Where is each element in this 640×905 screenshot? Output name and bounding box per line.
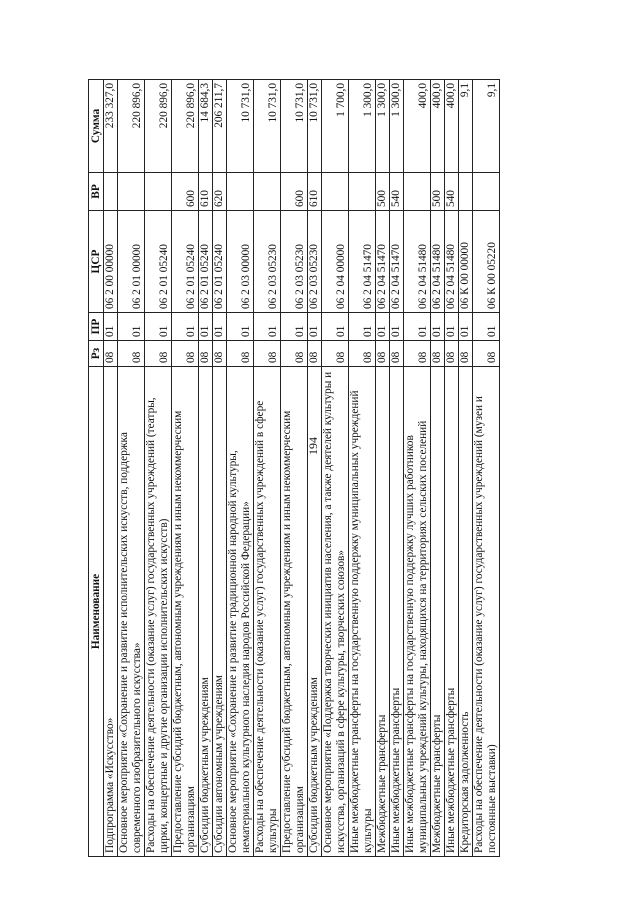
sum-cell: 10 731,0: [281, 80, 308, 173]
table-row: [308, 80, 322, 857]
vr-cell: [404, 173, 431, 211]
header-sum: Сумма: [89, 80, 104, 173]
vr-cell: [145, 173, 172, 211]
csr-cell: 06 2 00 00000: [104, 211, 118, 313]
rz-cell: 08: [281, 341, 308, 367]
pr-cell: 01: [213, 313, 227, 341]
vr-cell: 500: [431, 173, 445, 211]
rz-cell: 08: [404, 341, 431, 367]
pr-cell: 01: [104, 313, 118, 341]
pr-cell: 01: [254, 313, 281, 341]
pr-cell: 01: [322, 313, 349, 341]
sum-cell: 206 211,7: [213, 80, 227, 173]
name-cell: Субсидии бюджетным учреждениям: [199, 367, 213, 857]
csr-cell: 06 2 03 05230: [308, 211, 322, 313]
name-cell: Иные межбюджетные трансферты на государственную поддержку лучших работников муниципальных учреждений культуры, находящихся на территориях сельских поселений: [404, 367, 431, 857]
rz-cell: 08: [473, 341, 500, 367]
table-row: [349, 80, 376, 857]
rz-cell: 08: [349, 341, 376, 367]
csr-cell: 06 2 01 05240: [213, 211, 227, 313]
vr-cell: [322, 173, 349, 211]
name-cell: Субсидии бюджетным учреждениям: [308, 367, 322, 857]
vr-cell: 540: [445, 173, 459, 211]
table-row: [145, 80, 172, 857]
csr-cell: 06 2 03 05230: [281, 211, 308, 313]
table-row: [390, 80, 404, 857]
table-row: [227, 80, 254, 857]
sum-cell: 220 896,0: [145, 80, 172, 173]
rz-cell: 08: [376, 341, 390, 367]
sum-cell: 10 731,0: [227, 80, 254, 173]
name-cell: Предоставление субсидий бюджетным, автономным учреждениям и иным некоммерческим организациям: [172, 367, 199, 857]
vr-cell: [118, 173, 145, 211]
rz-cell: 08: [172, 341, 199, 367]
sum-cell: 14 684,3: [199, 80, 213, 173]
vr-cell: 500: [376, 173, 390, 211]
vr-cell: 600: [172, 173, 199, 211]
table-row: [473, 80, 500, 857]
name-cell: Расходы на обеспечение деятельности (оказание услуг) государственных учреждений (музеи и постоянные выставки): [473, 367, 500, 857]
table-row: [431, 80, 445, 857]
rz-cell: 08: [459, 341, 473, 367]
csr-cell: 06 2 01 00000: [118, 211, 145, 313]
sum-cell: 1 300,0: [390, 80, 404, 173]
header-csr: ЦСР: [89, 211, 104, 313]
rotated-page-content: [88, 80, 608, 857]
name-cell: Иные межбюджетные трансферты: [390, 367, 404, 857]
pr-cell: 01: [431, 313, 445, 341]
name-cell: Иные межбюджетные трансферты на государственную поддержку муниципальных учреждений культуры: [349, 367, 376, 857]
vr-cell: [349, 173, 376, 211]
rz-cell: 08: [431, 341, 445, 367]
rz-cell: 08: [227, 341, 254, 367]
csr-cell: 06 2 04 00000: [322, 211, 349, 313]
sum-cell: 400,0: [431, 80, 445, 173]
name-cell: Основное мероприятие «Поддержка творческих инициатив населения, а также деятелей культуры и искусства, организаций в сфере культуры, творческих союзов»: [322, 367, 349, 857]
csr-cell: 06 К 00 05220: [473, 211, 500, 313]
table-row: [118, 80, 145, 857]
csr-cell: 06 2 04 51480: [431, 211, 445, 313]
table-row: [404, 80, 431, 857]
table-row: [376, 80, 390, 857]
name-cell: Расходы на обеспечение деятельности (оказание услуг) государственных учреждений в сфере культуры: [254, 367, 281, 857]
csr-cell: 06 2 04 51480: [445, 211, 459, 313]
pr-cell: 01: [227, 313, 254, 341]
csr-cell: 06 2 01 05240: [172, 211, 199, 313]
rz-cell: 08: [390, 341, 404, 367]
pr-cell: 01: [390, 313, 404, 341]
vr-cell: 620: [213, 173, 227, 211]
csr-cell: 06 2 01 05240: [199, 211, 213, 313]
pr-cell: 01: [308, 313, 322, 341]
rz-cell: 08: [254, 341, 281, 367]
sum-cell: 220 896,0: [118, 80, 145, 173]
table-row: [172, 80, 199, 857]
header-vr: ВР: [89, 173, 104, 211]
pr-cell: 01: [459, 313, 473, 341]
table-row: [281, 80, 308, 857]
sum-cell: 10 731,0: [308, 80, 322, 173]
pr-cell: 01: [199, 313, 213, 341]
name-cell: Основное мероприятие «Сохранение и развитие традиционной народной культуры, нематериального культурного наследия народов Российской Федерации»: [227, 367, 254, 857]
table-body: [104, 80, 500, 857]
pr-cell: 01: [145, 313, 172, 341]
name-cell: Иные межбюджетные трансферты: [445, 367, 459, 857]
csr-cell: 06 2 01 05240: [145, 211, 172, 313]
pr-cell: 01: [473, 313, 500, 341]
vr-cell: 610: [199, 173, 213, 211]
csr-cell: 06 2 03 00000: [227, 211, 254, 313]
table-row: [104, 80, 118, 857]
header-pr: ПР: [89, 313, 104, 341]
pr-cell: 01: [172, 313, 199, 341]
vr-cell: [104, 173, 118, 211]
pr-cell: 01: [118, 313, 145, 341]
sum-cell: 233 327,0: [104, 80, 118, 173]
vr-cell: [254, 173, 281, 211]
name-cell: Кредиторская задолженность: [459, 367, 473, 857]
csr-cell: 06 2 04 51480: [404, 211, 431, 313]
table-row: [322, 80, 349, 857]
page-number: 194: [306, 437, 320, 455]
rz-cell: 08: [118, 341, 145, 367]
sum-cell: 9,1: [473, 80, 500, 173]
csr-cell: 06 2 04 51470: [390, 211, 404, 313]
vr-cell: 610: [308, 173, 322, 211]
sum-cell: 400,0: [404, 80, 431, 173]
vr-cell: [473, 173, 500, 211]
rz-cell: 08: [308, 341, 322, 367]
rz-cell: 08: [104, 341, 118, 367]
pr-cell: 01: [404, 313, 431, 341]
rz-cell: 08: [322, 341, 349, 367]
sum-cell: 1 300,0: [349, 80, 376, 173]
name-cell: Субсидии автономным учреждениям: [213, 367, 227, 857]
pr-cell: 01: [349, 313, 376, 341]
rz-cell: 08: [145, 341, 172, 367]
name-cell: Межбюджетные трансферты: [431, 367, 445, 857]
table-row: [254, 80, 281, 857]
table-row: [445, 80, 459, 857]
table-header-row: [89, 80, 104, 857]
csr-cell: 06 2 03 05230: [254, 211, 281, 313]
name-cell: Основное мероприятие «Сохранение и развитие исполнительских искусств, поддержка современного изобразительного искусства»: [118, 367, 145, 857]
budget-table: [88, 79, 500, 857]
sum-cell: 400,0: [445, 80, 459, 173]
pr-cell: 01: [376, 313, 390, 341]
rz-cell: 08: [213, 341, 227, 367]
sum-cell: 9,1: [459, 80, 473, 173]
name-cell: Расходы на обеспечение деятельности (оказание услуг) государственных учреждений (театры, цирки, концертные и другие организации исполнительских искусств): [145, 367, 172, 857]
sum-cell: 220 896,0: [172, 80, 199, 173]
vr-cell: [459, 173, 473, 211]
pr-cell: 01: [445, 313, 459, 341]
name-cell: Подпрограмма «Искусство»: [104, 367, 118, 857]
rz-cell: 08: [199, 341, 213, 367]
table-row: [459, 80, 473, 857]
sum-cell: 1 700,0: [322, 80, 349, 173]
name-cell: Предоставление субсидий бюджетным, автономным учреждениям и иным некоммерческим организациям: [281, 367, 308, 857]
sum-cell: 10 731,0: [254, 80, 281, 173]
csr-cell: 06 2 04 51470: [376, 211, 390, 313]
vr-cell: 600: [281, 173, 308, 211]
pr-cell: 01: [281, 313, 308, 341]
header-name: Наименование: [89, 367, 104, 857]
name-cell: Межбюджетные трансферты: [376, 367, 390, 857]
vr-cell: [227, 173, 254, 211]
vr-cell: 540: [390, 173, 404, 211]
header-rz: Рз: [89, 341, 104, 367]
rz-cell: 08: [445, 341, 459, 367]
csr-cell: 06 К 00 00000: [459, 211, 473, 313]
table-row: [199, 80, 213, 857]
sum-cell: 1 300,0: [376, 80, 390, 173]
table-row: [213, 80, 227, 857]
csr-cell: 06 2 04 51470: [349, 211, 376, 313]
